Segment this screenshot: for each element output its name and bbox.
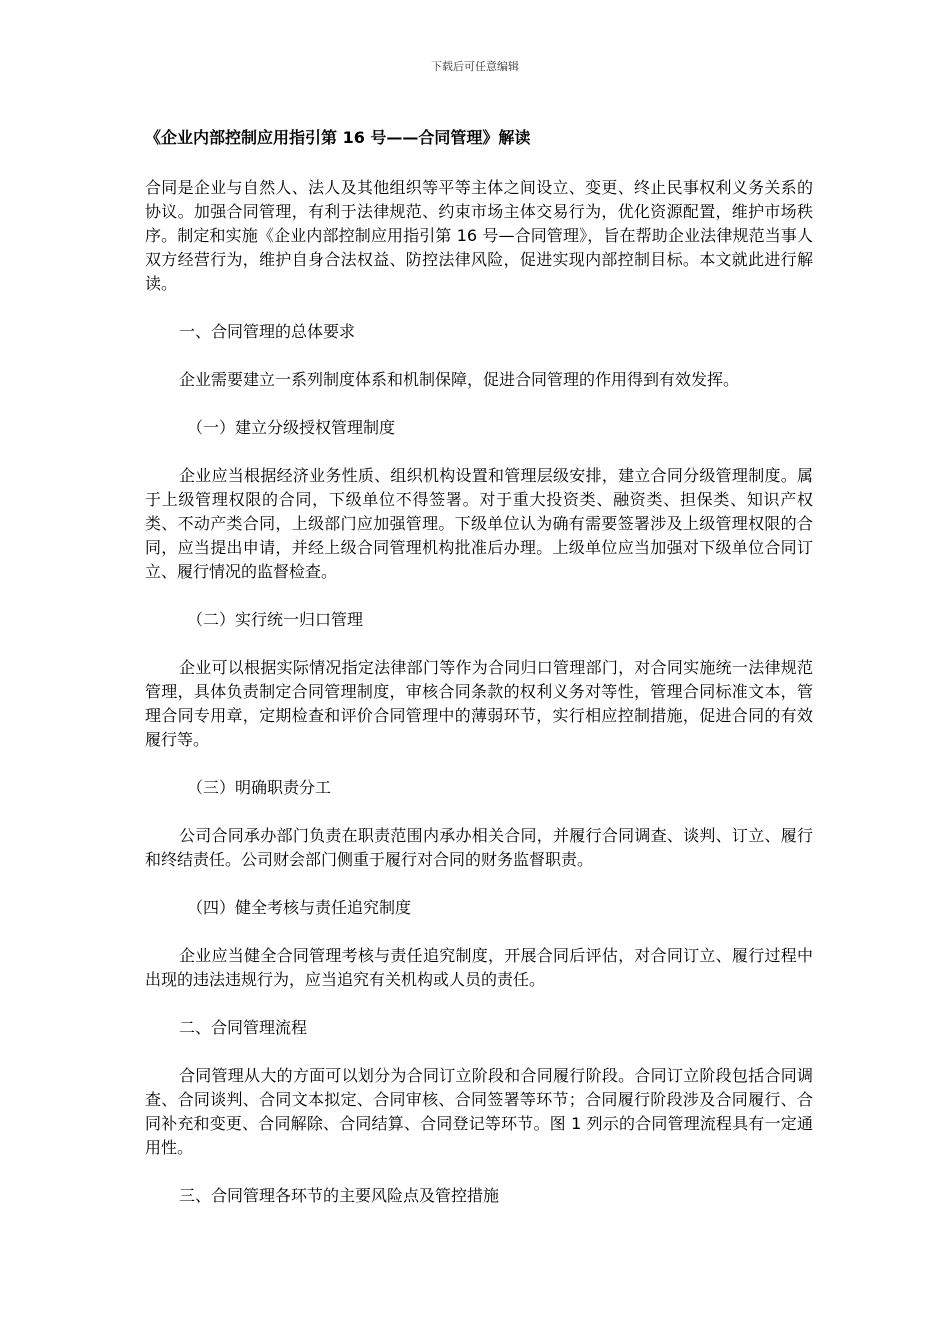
intro-paragraph: 合同是企业与自然人、法人及其他组织等平等主体之间设立、变更、终止民事权利义务关系的协议。加强合同管理，有利于法律规范、约束市场主体交易行为，优化资源配置，维护市场秩序。制定和实施《企业内部控制应用指引第 16 号—合同管理》，旨在帮助企业法律规范当事人双方经营行为，维护自身合法权益、防控法律风险，促进实现内部控制目标。本文就此进行解读。: [145, 178, 813, 293]
document-body: [145, 126, 813, 1232]
section-2-text: 合同管理从大的方面可以划分为合同订立阶段和合同履行阶段。合同订立阶段包括合同调查、合同谈判、合同文本拟定、合同审核、合同签署等环节；合同履行阶段涉及合同履行、合同补充和变更、合同解除、合同结算、合同登记等环节。图 1 列示的合同管理流程具有一定通用性。: [145, 1066, 813, 1157]
section-2-heading: 二、合同管理流程: [179, 1018, 308, 1037]
section-1a-heading: （一）建立分级授权管理制度: [187, 418, 396, 437]
section-3-heading: 三、合同管理各环节的主要风险点及管控措施: [179, 1186, 500, 1205]
section-1-text: 企业需要建立一系列制度体系和机制保障，促进合同管理的作用得到有效发挥。: [179, 370, 740, 389]
section-1d-heading: （四）健全考核与责任追究制度: [187, 898, 412, 917]
section-1a-text: 企业应当根据经济业务性质、组织机构设置和管理层级安排，建立合同分级管理制度。属于上级管理权限的合同，下级单位不得签署。对于重大投资类、融资类、担保类、知识产权类、不动产类合同，上级部门应加强管理。下级单位认为确有需要签署涉及上级管理权限的合同，应当提出申请，并经上级合同管理机构批准后办理。上级单位应当加强对下级单位合同订立、履行情况的监督检查。: [145, 466, 813, 581]
page-header: 下载后可任意编辑: [431, 60, 519, 73]
section-1c-text: 公司合同承办部门负责在职责范围内承办相关合同，并履行合同调查、谈判、订立、履行和终结责任。公司财会部门侧重于履行对合同的财务监督职责。: [145, 826, 813, 869]
document-title: 《企业内部控制应用指引第 16 号——合同管理》解读: [145, 128, 531, 147]
section-1-heading: 一、合同管理的总体要求: [179, 322, 356, 341]
section-1d-text: 企业应当健全合同管理考核与责任追究制度，开展合同后评估，对合同订立、履行过程中出现的违法违规行为，应当追究有关机构或人员的责任。: [145, 946, 813, 989]
section-1b-heading: （二）实行统一归口管理: [187, 610, 364, 629]
section-1c-heading: （三）明确职责分工: [187, 778, 332, 797]
section-1b-text: 企业可以根据实际情况指定法律部门等作为合同归口管理部门，对合同实施统一法律规范管理，具体负责制定合同管理制度，审核合同条款的权利义务对等性，管理合同标准文本，管理合同专用章，定期检查和评价合同管理中的薄弱环节，实行相应控制措施，促进合同的有效履行等。: [145, 658, 813, 749]
